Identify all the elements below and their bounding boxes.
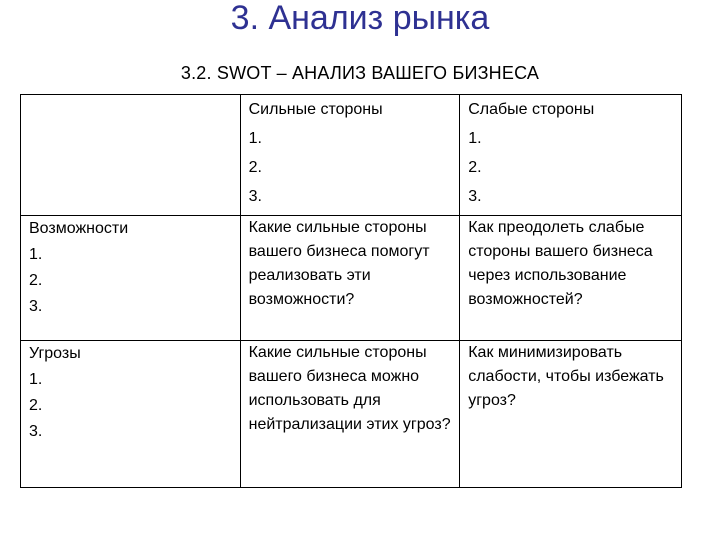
strengths-item: 3. — [248, 188, 262, 205]
threats-row — [21, 341, 682, 488]
strengths-title: Сильные стороны — [248, 101, 383, 118]
wt-strategy-cell — [460, 341, 682, 488]
opportunities-item: 2. — [29, 272, 43, 289]
weaknesses-title: Слабые стороны — [468, 101, 595, 118]
threats-title: Угрозы — [29, 345, 81, 362]
opportunities-item: 3. — [29, 298, 43, 315]
strengths-header-cell — [240, 95, 460, 216]
strengths-item: 1. — [248, 130, 262, 147]
threats-item: 3. — [29, 423, 43, 440]
slide-title: 3. Анализ рынка — [230, 0, 490, 37]
st-strategy-cell — [240, 341, 460, 488]
threats-cell — [21, 341, 241, 488]
wo-question: Как преодолеть слабые стороны вашего бизнеса через использование возможностей? — [468, 219, 653, 308]
opportunities-item: 1. — [29, 246, 43, 263]
weaknesses-item: 3. — [468, 188, 482, 205]
threats-item: 1. — [29, 371, 43, 388]
strengths-item: 2. — [248, 159, 262, 176]
weaknesses-item: 1. — [468, 130, 482, 147]
swot-table — [20, 94, 682, 488]
so-strategy-cell — [240, 216, 460, 341]
st-question: Какие сильные стороны вашего бизнеса можно использовать для нейтрализации этих угроз? — [248, 344, 451, 433]
wt-question: Как минимизировать слабости, чтобы избежать угроз? — [468, 344, 664, 409]
opportunities-row — [21, 216, 682, 341]
wo-strategy-cell — [460, 216, 682, 341]
weaknesses-item: 2. — [468, 159, 482, 176]
swot-header-row — [21, 95, 682, 216]
opportunities-cell — [21, 216, 241, 341]
weaknesses-header-cell — [460, 95, 682, 216]
swot-corner-cell — [21, 95, 241, 216]
threats-item: 2. — [29, 397, 43, 414]
so-question: Какие сильные стороны вашего бизнеса помогут реализовать эти возможности? — [248, 219, 430, 308]
slide-subtitle: 3.2. SWOT – АНАЛИЗ ВАШЕГО БИЗНЕСА — [180, 63, 540, 83]
opportunities-title: Возможности — [29, 220, 129, 237]
